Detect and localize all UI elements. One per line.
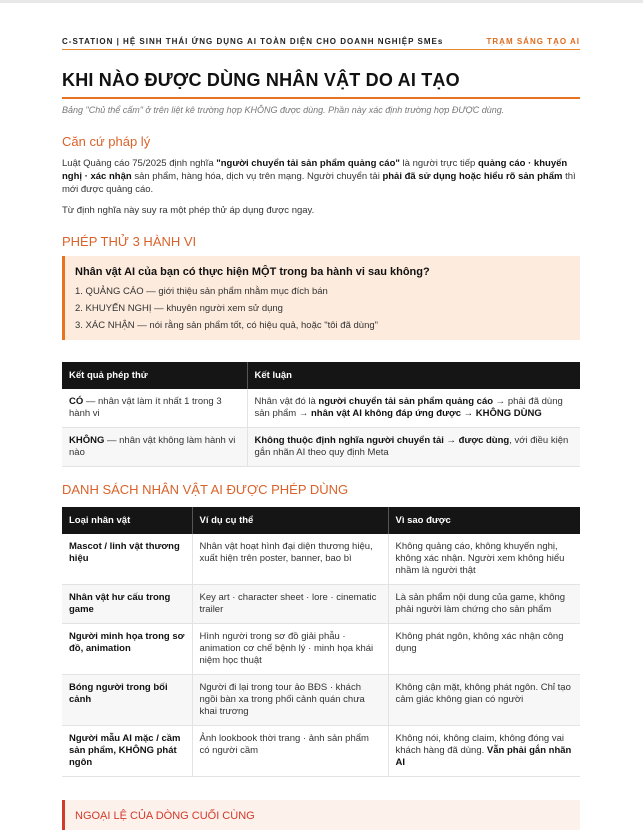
legal-heading: Căn cứ pháp lý [62,134,151,149]
character-reason: Không quảng cáo, không khuyến nghị, không xác nhận. Người xem không hiểu nhầm là người thật [388,534,580,585]
column-header: Kết luận [247,362,580,389]
character-example: Người đi lại trong tour ảo BĐS · khách ngồi bàn xa trong phối cảnh quán chưa khai trương [192,675,388,726]
running-header [62,37,580,49]
table-row [62,534,580,585]
table-row [62,389,580,428]
test-callout [62,256,580,340]
table-row [62,428,580,467]
character-reason: Không phát ngôn, không xác nhận công dụng [388,624,580,675]
character-example: Nhân vật hoạt hình đại diện thương hiệu, xuất hiện trên poster, banner, bao bì [192,534,388,585]
legal-paragraph-2: Từ định nghĩa này suy ra một phép thử áp dụng được ngay. [62,205,315,216]
result-table [62,362,580,467]
legal-paragraph-1: Luật Quảng cáo 75/2025 định nghĩa "người chuyển tải sản phẩm quảng cáo" là người trực tiếp quảng cáo · khuyến nghị · xác nhận sản phẩm, hàng hóa, dịch vụ trên mạng. Người chuyển tải phải đã sử dụng hoặc hiểu rõ sản phẩm thì mới được quảng cáo. [62,158,576,195]
running-header-left: C-STATION | HỆ SINH THÁI ỨNG DỤNG AI TOÀN DIỆN CHO DOANH NGHIỆP SMEs [62,37,444,46]
exception-callout [62,800,580,830]
character-reason: Không cận mặt, không phát ngôn. Chỉ tạo cảm giác không gian có người [388,675,580,726]
test-item-advertise: 1. QUẢNG CÁO — giới thiệu sản phẩm nhằm mục đích bán [75,286,328,297]
conclusion-cell-no: Không thuộc định nghĩa người chuyển tải → được dùng, với điều kiện gắn nhãn AI theo quy định Meta [247,428,580,467]
allowed-characters-table [62,507,580,777]
column-header: Vì sao được [388,507,580,534]
exception-heading: NGOẠI LỆ CỦA DÒNG CUỐI CÙNG [75,810,255,822]
character-type: Nhân vật hư cấu trong game [62,585,192,624]
column-header: Loại nhân vật [62,507,192,534]
table-row [62,726,580,777]
character-reason: Không nói, không claim, không đóng vai khách hàng đã dùng. Vẫn phải gắn nhãn AI [388,726,580,777]
table-row [62,585,580,624]
character-reason: Là sản phẩm nội dung của game, không phải người làm chứng cho sản phẩm [388,585,580,624]
allowed-heading: DANH SÁCH NHÂN VẬT AI ĐƯỢC PHÉP DÙNG [62,482,349,497]
character-type: Bóng người trong bối cảnh [62,675,192,726]
test-item-confirm: 3. XÁC NHẬN — nói rằng sản phẩm tốt, có hiệu quả, hoặc "tôi đã dùng" [75,320,379,331]
character-type: Mascot / linh vật thương hiệu [62,534,192,585]
result-table-header [62,362,580,389]
top-edge-bar [0,0,643,3]
result-cell-yes: CÓ — nhân vật làm ít nhất 1 trong 3 hành vi [62,389,247,428]
conclusion-cell-yes: Nhân vật đó là người chuyển tải sản phẩm quảng cáo → phải đã dùng sản phẩm → nhân vật AI không đáp ứng được → KHÔNG DÙNG [247,389,580,428]
intro-note: Bảng "Chủ thể cấm" ở trên liệt kê trường hợp KHÔNG được dùng. Phần này xác định trường hợp ĐƯỢC dùng. [62,105,505,115]
test-question: Nhân vật AI của bạn có thực hiện MỘT trong ba hành vi sau không? [75,266,430,278]
running-header-right: TRẠM SÁNG TẠO AI [486,37,580,46]
character-example: Hình người trong sơ đồ giải phẫu · animation cơ chế bệnh lý · minh họa khái niệm học thuật [192,624,388,675]
character-example: Ảnh lookbook thời trang · ảnh sản phẩm có người cầm [192,726,388,777]
table-row [62,675,580,726]
character-example: Key art · character sheet · lore · cinematic trailer [192,585,388,624]
character-type: Người mẫu AI mặc / cầm sản phẩm, KHÔNG phát ngôn [62,726,192,777]
result-cell-no: KHÔNG — nhân vật không làm hành vi nào [62,428,247,467]
page-title: KHI NÀO ĐƯỢC DÙNG NHÂN VẬT DO AI TẠO [62,70,460,90]
allowed-table-header [62,507,580,534]
test-item-recommend: 2. KHUYẾN NGHỊ — khuyên người xem sử dụng [75,303,283,314]
character-type: Người minh họa trong sơ đồ, animation [62,624,192,675]
column-header: Kết quả phép thử [62,362,247,389]
column-header: Ví dụ cụ thể [192,507,388,534]
title-underline [62,97,580,99]
running-header-rule [62,49,580,50]
table-row [62,624,580,675]
test-heading: PHÉP THỬ 3 HÀNH VI [62,234,197,249]
